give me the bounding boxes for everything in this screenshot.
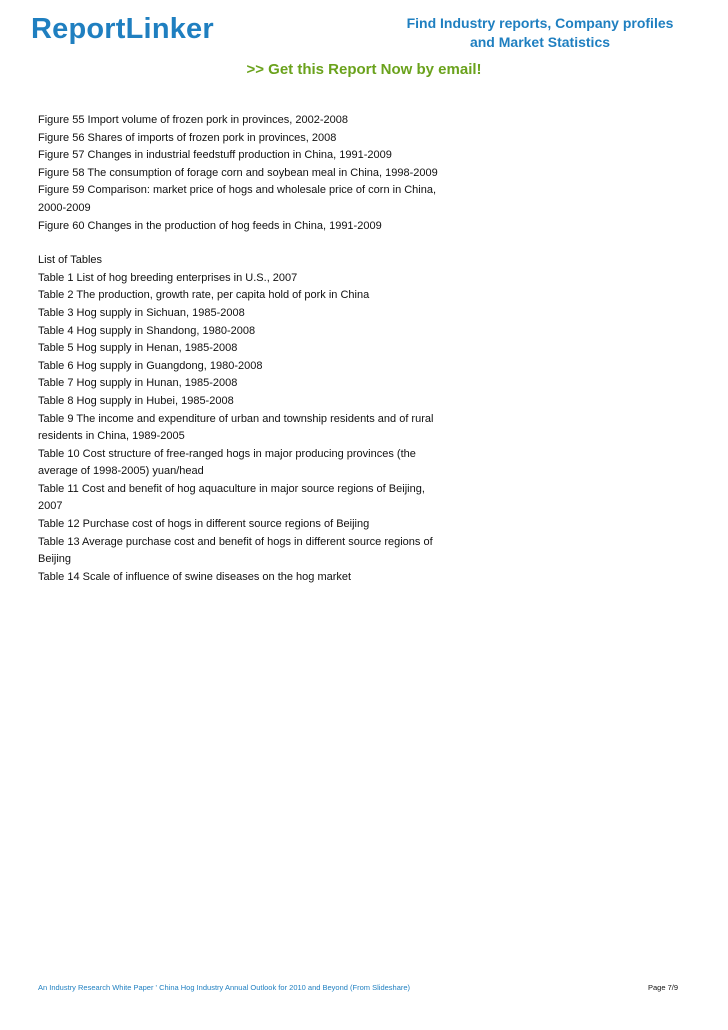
tagline-line-1: Find Industry reports, Company profiles <box>406 15 674 31</box>
table-line: 2007 <box>38 500 63 513</box>
table-line: Table 4 Hog supply in Shandong, 1980-2008 <box>38 324 256 337</box>
figure-line: Figure 57 Changes in industrial feedstuff production in China, 1991-2009 <box>38 149 392 162</box>
figure-line: 2000-2009 <box>38 201 91 214</box>
footer-source-link[interactable]: An Industry Research White Paper ' China Hog Industry Annual Outlook for 2010 and Beyond (From Slideshare) <box>38 983 411 992</box>
page-number: Page 7/9 <box>647 983 678 992</box>
table-line: Table 1 List of hog breeding enterprises in U.S., 2007 <box>38 271 298 284</box>
get-report-link[interactable]: >> Get this Report Now by email! <box>246 61 482 78</box>
tables-heading: List of Tables <box>38 254 103 267</box>
table-line: Table 13 Average purchase cost and benefit of hogs in different source regions of <box>38 535 433 548</box>
table-line: Table 11 Cost and benefit of hog aquaculture in major source regions of Beijing, <box>38 482 425 495</box>
table-line: Table 5 Hog supply in Henan, 1985-2008 <box>38 342 238 355</box>
document-body <box>38 112 458 586</box>
table-line: Table 9 The income and expenditure of urban and township residents and of rural <box>38 412 434 425</box>
table-line: average of 1998-2005) yuan/head <box>38 465 204 478</box>
table-line: Table 6 Hog supply in Guangdong, 1980-2008 <box>38 359 263 372</box>
table-line: Table 3 Hog supply in Sichuan, 1985-2008 <box>38 306 245 319</box>
figure-line: Figure 55 Import volume of frozen pork in provinces, 2002-2008 <box>38 114 348 126</box>
figure-line: Figure 56 Shares of imports of frozen pork in provinces, 2008 <box>38 131 337 144</box>
table-line: residents in China, 1989-2005 <box>38 430 185 443</box>
table-line: Beijing <box>38 553 72 566</box>
table-line: Table 8 Hog supply in Hubei, 1985-2008 <box>38 394 234 407</box>
figure-line: Figure 58 The consumption of forage corn and soybean meal in China, 1998-2009 <box>38 166 438 179</box>
table-line: Table 12 Purchase cost of hogs in different source regions of Beijing <box>38 518 370 531</box>
table-line: Table 10 Cost structure of free-ranged hogs in major producing provinces (the <box>38 447 416 460</box>
tagline-line-2: and Market Statistics <box>469 34 611 50</box>
figure-line: Figure 59 Comparison: market price of hogs and wholesale price of corn in China, <box>38 184 437 197</box>
table-line: Table 14 Scale of influence of swine diseases on the hog market <box>38 570 352 583</box>
table-line: Table 7 Hog supply in Hunan, 1985-2008 <box>38 377 238 390</box>
header-tagline <box>375 14 705 52</box>
figure-line: Figure 60 Changes in the production of hog feeds in China, 1991-2009 <box>38 219 382 232</box>
table-line: Table 2 The production, growth rate, per capita hold of pork in China <box>38 289 370 302</box>
section-gap <box>38 235 458 252</box>
reportlinker-logo[interactable]: ReportLinker <box>31 13 214 45</box>
